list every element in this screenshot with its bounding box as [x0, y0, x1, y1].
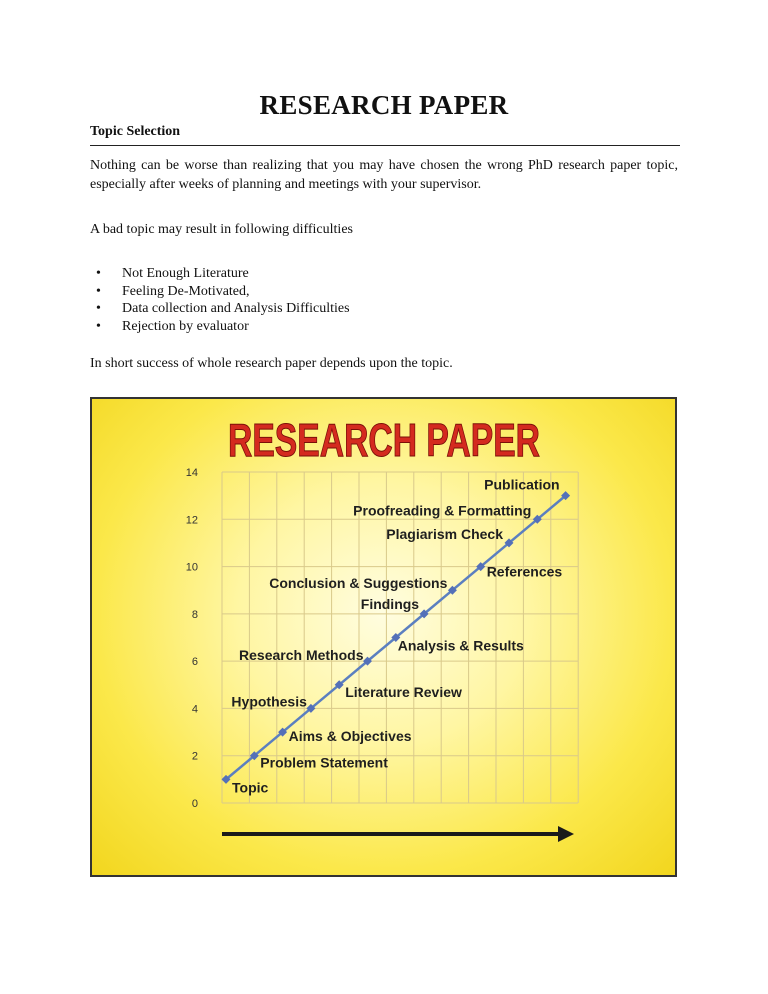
difficulties-list: [96, 265, 350, 335]
point-label: Hypothesis: [231, 693, 307, 710]
point-label: Plagiarism Check: [386, 525, 503, 542]
point-label: Analysis & Results: [397, 637, 524, 654]
point-label: References: [486, 563, 563, 580]
y-tick-label: 14: [185, 467, 198, 479]
bullet-icon: •: [96, 301, 101, 316]
bullet-icon: •: [96, 266, 101, 281]
y-tick-label: 0: [191, 798, 198, 810]
list-item-text: Rejection by evaluator: [122, 318, 249, 334]
y-tick-label: 6: [191, 656, 198, 669]
conclusion-paragraph: In short success of whole research paper depends upon the topic.: [90, 356, 453, 371]
list-item: [96, 265, 350, 283]
point-label: Literature Review: [345, 683, 462, 700]
y-tick-label: 4: [191, 703, 198, 716]
intro-paragraph: Nothing can be worse than realizing that you may have chosen the wrong PhD research paper topic, especially after weeks of planning and meetings with your supervisor.: [90, 158, 678, 192]
bullet-icon: •: [96, 318, 101, 334]
y-tick-label: 2: [191, 750, 198, 763]
y-tick-label: 8: [191, 608, 198, 621]
progress-chart: [92, 399, 675, 875]
y-tick-label: 12: [185, 514, 198, 527]
point-label: Proofreading & Formatting: [353, 502, 532, 519]
list-item: [96, 300, 350, 318]
list-item: [96, 283, 350, 301]
list-item-text: Not Enough Literature: [122, 266, 249, 281]
heading-divider: [90, 145, 680, 146]
section-heading: Topic Selection: [90, 124, 181, 139]
list-item-text: Data collection and Analysis Difficulties: [122, 301, 350, 316]
y-axis-ticks: [186, 467, 198, 810]
point-label: Problem Statement: [260, 754, 388, 771]
list-item-text: Feeling De-Motivated,: [122, 283, 250, 299]
point-label: Conclusion & Suggestions: [269, 575, 448, 592]
figure-title: RESEARCH PAPER: [228, 414, 540, 466]
bullet-icon: •: [96, 283, 101, 299]
research-paper-figure: [90, 397, 677, 877]
point-label: Research Methods: [239, 647, 364, 664]
page-title: RESEARCH PAPER: [259, 90, 509, 120]
point-label: Topic: [232, 779, 269, 796]
difficulties-intro: A bad topic may result in following difficulties: [90, 222, 353, 237]
arrow-right-icon: [222, 826, 574, 842]
y-tick-label: 10: [185, 561, 198, 574]
point-label: Aims & Objectives: [288, 728, 412, 745]
point-label: Findings: [360, 595, 420, 612]
point-label: Publication: [484, 476, 560, 493]
list-item: [96, 318, 350, 336]
